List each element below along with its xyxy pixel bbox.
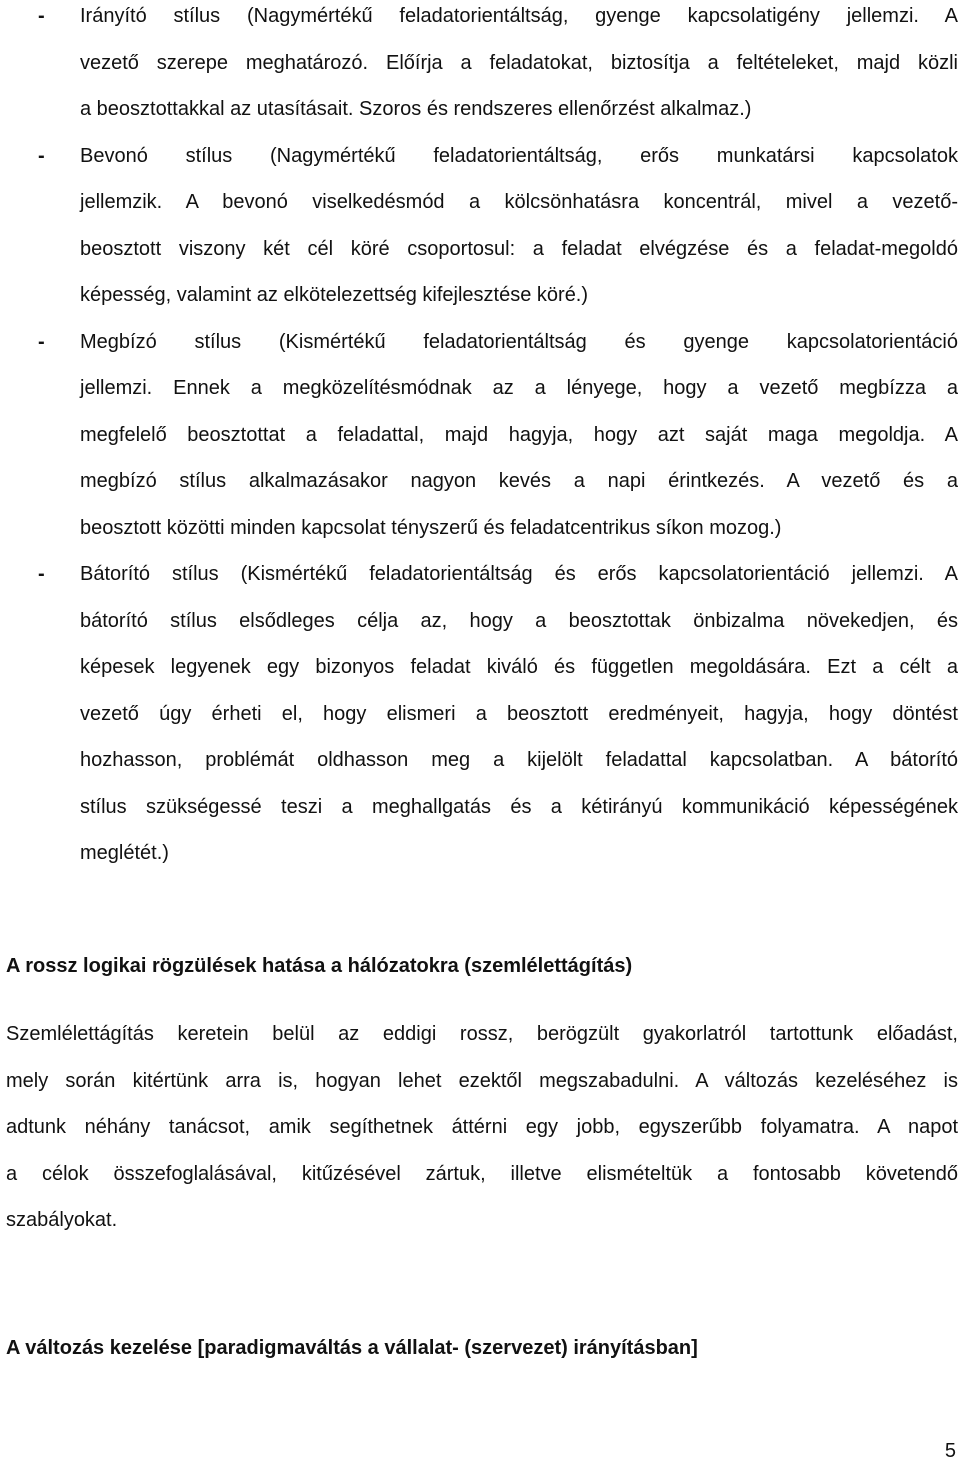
section-heading: A változás kezelése [paradigmaváltás a vállalat- (szervezet) irányításban]: [6, 1337, 698, 1359]
text-line: a beosztottakkal az utasításait. Szoros és rendszeres ellenőrzést alkalmaz.): [80, 98, 752, 120]
text-line: bátorító stílus elsődleges célja az, hogy a beosztottak önbizalma növekedjen, és: [80, 609, 958, 632]
text-line: képesség, valamint az elkötelezettség kifejlesztése köré.): [80, 284, 589, 306]
text-line: Szemlélettágítás keretein belül az eddigi rossz, berögzült gyakorlatról tartottunk előadást,: [6, 1023, 958, 1045]
text-line: mely során kitértünk arra is, hogyan lehet ezektől megszabadulni. A változás kezeléséhez is: [6, 1069, 958, 1092]
body-paragraph: [6, 1011, 958, 1244]
text-line: megbízó stílus alkalmazásakor nagyon kevés a napi érintkezés. A vezető és a: [80, 470, 958, 492]
text-line: Bevonó stílus (Nagymértékű feladatorientáltság, erős munkatársi kapcsolatok: [80, 144, 958, 167]
text-line: jellemzik. A bevonó viselkedésmód a kölcsönhatásra koncentrál, mivel a vezető-: [80, 191, 958, 213]
list-item: [0, 551, 960, 877]
page-number: 5: [944, 1440, 956, 1462]
bullet-dash: -: [38, 5, 45, 27]
text-line: Bátorító stílus (Kismértékű feladatorientáltság és erős kapcsolatorientáció jellemzi. A: [80, 563, 958, 585]
text-line: vezető úgy érheti el, hogy elismeri a beosztott eredményeit, hagyja, hogy döntést: [80, 702, 958, 725]
text-line: a célok összefoglalásával, kitűzésével zártuk, illetve elismételtük a fontosabb követendő: [6, 1162, 958, 1185]
text-line: adtunk néhány tanácsot, amik segíthetnek áttérni egy jobb, egyszerűbb folyamatra. A napot: [6, 1116, 958, 1138]
bullet-dash: -: [38, 144, 45, 167]
text-line: képesek legyenek egy bizonyos feladat kiváló és független megoldására. Ezt a célt a: [80, 656, 958, 678]
bullet-dash: -: [38, 330, 45, 353]
text-line: Megbízó stílus (Kismértékű feladatorientáltság és gyenge kapcsolatorientáció: [80, 330, 958, 353]
list-item: [0, 133, 960, 319]
list-item: [0, 0, 960, 133]
text-line: jellemzi. Ennek a megközelítésmódnak az a lényege, hogy a vezető megbízza a: [80, 377, 958, 399]
section-heading: A rossz logikai rögzülések hatása a hálózatokra (szemlélettágítás): [6, 955, 633, 977]
text-line: hozhasson, problémát oldhasson meg a kijelölt feladattal kapcsolatban. A bátorító: [80, 749, 958, 771]
text-line: stílus szükségessé teszi a meghallgatás és a kétirányú kommunikáció képességének: [80, 795, 958, 818]
text-line: Irányító stílus (Nagymértékű feladatorientáltság, gyenge kapcsolatigény jellemzi. A: [80, 5, 958, 27]
text-line: megfelelő beosztottat a feladattal, majd hagyja, hogy azt saját maga megoldja. A: [80, 423, 958, 446]
text-line: szabályokat.: [6, 1209, 118, 1231]
text-line: meglétét.): [80, 842, 169, 864]
list-item: [0, 319, 960, 552]
text-line: beosztott közötti minden kapcsolat tényszerű és feladatcentrikus síkon mozog.): [80, 516, 782, 539]
text-line: beosztott viszony két cél köré csoportosul: a feladat elvégzése és a feladat-megoldó: [80, 237, 958, 260]
text-line: vezető szerepe meghatározó. Előírja a feladatokat, biztosítja a feltételeket, majd közli: [80, 51, 958, 74]
bullet-dash: -: [38, 563, 45, 585]
